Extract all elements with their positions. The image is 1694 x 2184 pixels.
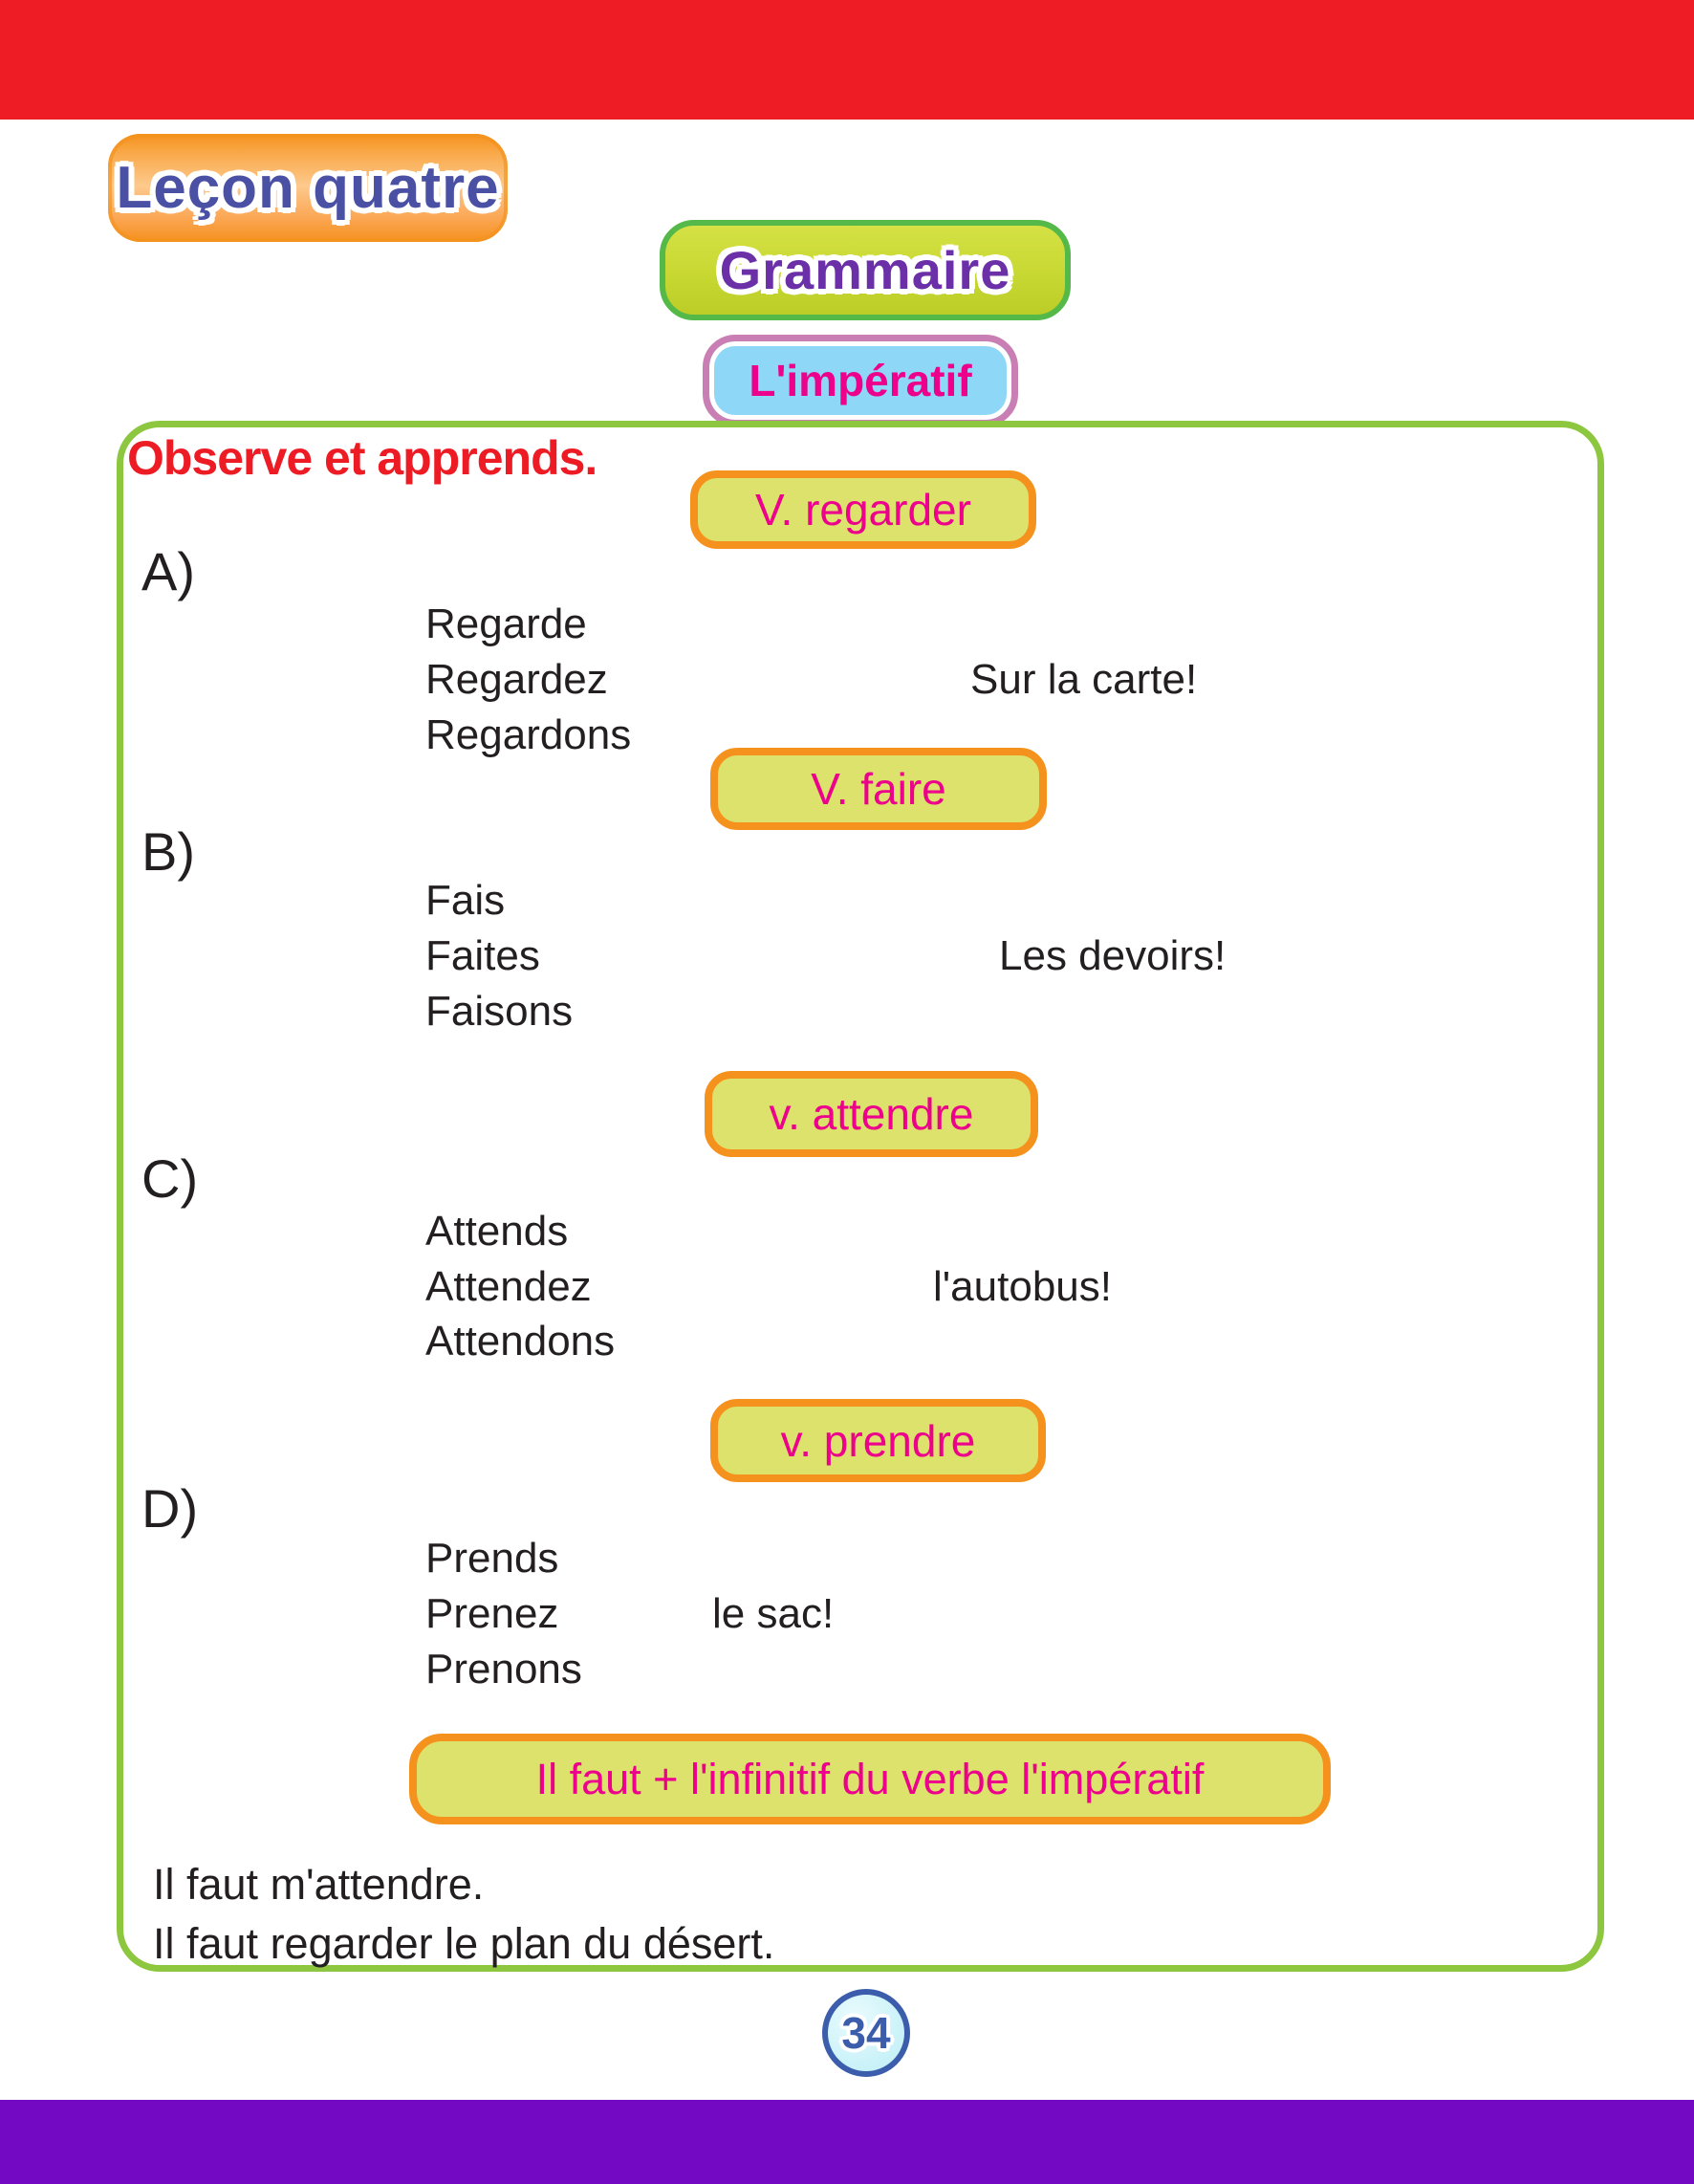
example-sentence: Il faut regarder le plan du désert. bbox=[153, 1919, 775, 1968]
verb-badge-regarder-label: V. regarder bbox=[755, 485, 971, 535]
object-phrase-a: Sur la carte! bbox=[970, 656, 1198, 703]
verb-form: Prenons bbox=[425, 1646, 582, 1693]
object-phrase-c: l'autobus! bbox=[933, 1263, 1112, 1310]
verb-badge-prendre bbox=[710, 1399, 1046, 1482]
lesson-title: Leçon quatre bbox=[116, 155, 500, 221]
rule-badge-label: Il faut + l'infinitif du verbe l'impératif bbox=[535, 1754, 1205, 1803]
verb-form: Faisons bbox=[425, 988, 574, 1035]
verb-badge-attendre-label: v. attendre bbox=[769, 1089, 974, 1139]
verb-form: Prends bbox=[425, 1535, 559, 1582]
lesson-title-badge bbox=[108, 134, 508, 242]
verb-badge-faire bbox=[710, 748, 1047, 830]
grammar-section-badge bbox=[660, 220, 1071, 320]
section-label-d: D) bbox=[141, 1478, 199, 1539]
page-number-circle bbox=[822, 1989, 910, 2077]
verb-badge-prendre-label: v. prendre bbox=[780, 1415, 976, 1466]
verb-form: Prenez bbox=[425, 1590, 559, 1637]
topic-title: L'impératif bbox=[749, 356, 972, 405]
verb-badge-faire-label: V. faire bbox=[811, 764, 946, 814]
bottom-purple-bar bbox=[0, 2100, 1694, 2184]
top-red-bar bbox=[0, 0, 1694, 120]
page-number: 34 bbox=[841, 2008, 891, 2058]
section-label-a: A) bbox=[141, 541, 195, 601]
observe-heading: Observe et apprends. bbox=[127, 431, 597, 485]
verb-form: Faites bbox=[425, 932, 540, 979]
grammar-section-title: Grammaire bbox=[719, 240, 1011, 300]
section-label-c: C) bbox=[141, 1148, 199, 1209]
verb-badge-attendre bbox=[705, 1071, 1038, 1157]
verb-form: Regardons bbox=[425, 711, 632, 758]
object-phrase-b: Les devoirs! bbox=[999, 932, 1227, 979]
verb-badge-regarder bbox=[690, 470, 1036, 549]
example-sentence: Il faut m'attendre. bbox=[153, 1860, 485, 1909]
verb-form: Fais bbox=[425, 877, 506, 924]
section-label-b: B) bbox=[141, 821, 195, 882]
object-phrase-d: le sac! bbox=[712, 1590, 835, 1637]
verb-form: Regarde bbox=[425, 601, 587, 647]
topic-badge bbox=[703, 335, 1018, 426]
verb-form: Attendez bbox=[425, 1263, 592, 1310]
verb-form: Attends bbox=[425, 1208, 569, 1255]
rule-badge bbox=[409, 1734, 1331, 1824]
verb-form: Regardez bbox=[425, 656, 608, 703]
verb-form: Attendons bbox=[425, 1318, 616, 1365]
